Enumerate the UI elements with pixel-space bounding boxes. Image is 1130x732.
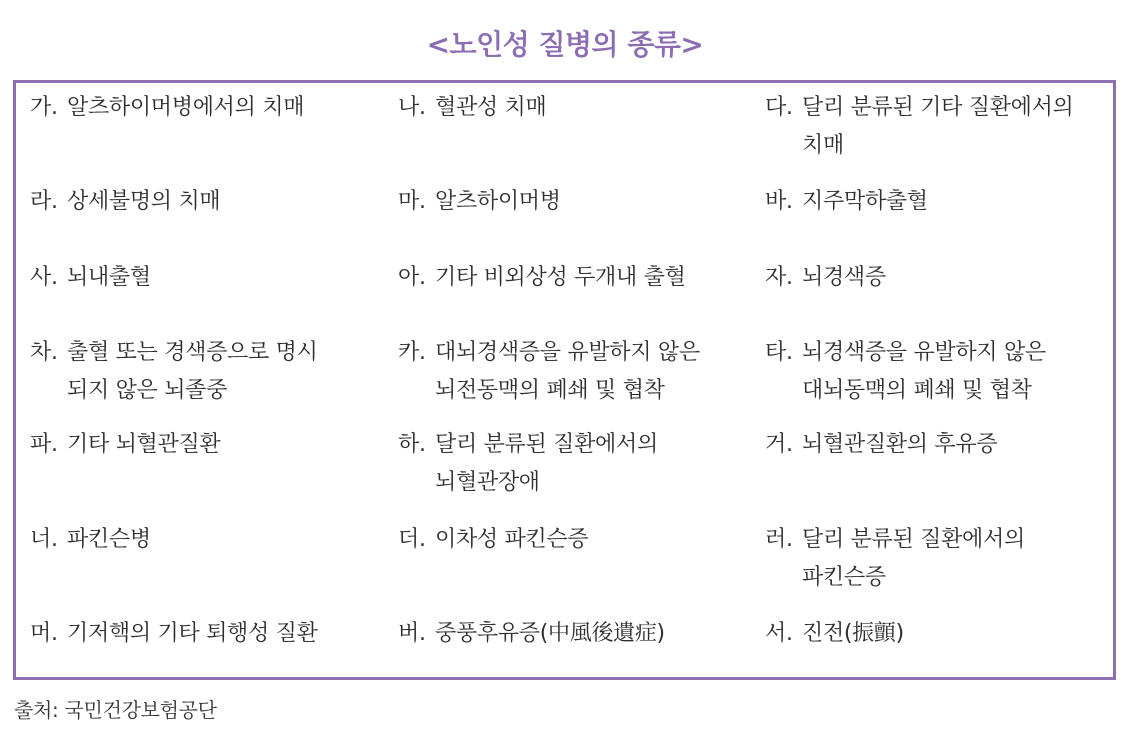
item-marker: 러. [765,527,793,552]
item-marker: 마. [398,189,426,214]
item-marker: 가. [30,95,58,120]
item-text [67,334,318,410]
item-text [802,183,928,221]
disease-table-box [13,80,1116,680]
item-line: 뇌경색증 [802,265,886,290]
item-line: 되지 않은 뇌졸중 [67,378,228,403]
list-item [30,334,398,426]
list-item [765,334,1113,426]
item-line: 뇌경색증을 유발하지 않은 [802,340,1046,365]
list-item [398,89,765,183]
item-line: 진전(振顫) [802,621,904,646]
item-marker: 하. [398,432,426,457]
item-text [67,183,220,221]
item-text [67,426,220,464]
item-text [435,183,561,221]
item-line: 알츠하이머병 [435,189,561,214]
item-line: 뇌혈관질환의 후유증 [802,432,998,457]
list-item [30,183,398,259]
item-line: 혈관성 치매 [435,95,547,120]
item-text [802,259,886,297]
item-text [435,259,686,297]
source-caption: 출처: 국민건강보험공단 [14,698,217,722]
item-text [67,259,151,297]
item-text [67,89,304,127]
item-marker: 카. [398,340,426,365]
item-marker: 서. [765,621,793,646]
item-marker: 버. [398,621,426,646]
list-item [398,426,765,521]
list-item [765,521,1113,615]
item-line: 이차성 파킨슨증 [435,527,589,552]
item-marker: 다. [765,95,793,120]
list-item [765,615,1113,675]
item-line: 치매 [802,133,844,158]
list-item [765,426,1113,521]
list-item [398,259,765,334]
item-line: 기저핵의 기타 퇴행성 질환 [67,621,318,646]
list-item [30,426,398,521]
item-text [435,615,665,653]
list-item [398,521,765,615]
list-item [398,615,765,675]
item-line: 달리 분류된 질환에서의 [802,527,1025,552]
list-item [398,183,765,259]
list-item [30,259,398,334]
item-marker: 나. [398,95,426,120]
list-item [30,521,398,615]
item-line: 뇌내출혈 [67,265,151,290]
item-line: 출혈 또는 경색증으로 명시 [67,340,318,365]
item-marker: 너. [30,527,58,552]
item-line: 달리 분류된 질환에서의 [435,432,658,457]
item-text [435,426,658,502]
item-marker: 아. [398,265,426,290]
item-line: 뇌전동맥의 폐쇄 및 협착 [435,378,665,403]
item-marker: 머. [30,621,58,646]
item-line: 지주막하출혈 [802,189,928,214]
item-marker: 바. [765,189,793,214]
page-title: <노인성 질병의 종류> [426,28,704,61]
item-text [802,521,1025,597]
item-line: 파킨슨증 [802,565,886,590]
item-text [802,89,1074,165]
list-item [30,615,398,675]
item-line: 알츠하이머병에서의 치매 [67,95,305,120]
item-marker: 거. [765,432,793,457]
item-text [802,426,997,464]
item-marker: 차. [30,340,58,365]
item-marker: 자. [765,265,793,290]
disease-list-grid [30,89,1113,675]
item-line: 대뇌경색증을 유발하지 않은 [435,340,700,365]
item-line: 대뇌동맥의 폐쇄 및 협착 [802,378,1032,403]
item-text [435,334,700,410]
list-item [765,259,1113,334]
item-text [435,521,588,559]
item-text [67,521,151,559]
list-item [30,89,398,183]
list-item [398,334,765,426]
item-line: 뇌혈관장애 [435,470,540,495]
item-text [802,334,1046,410]
item-line: 파킨슨병 [67,527,151,552]
item-line: 상세불명의 치매 [67,189,221,214]
list-item [765,183,1113,259]
item-line: 기타 뇌혈관질환 [67,432,221,457]
item-text [67,615,318,653]
item-marker: 파. [30,432,58,457]
item-text [435,89,546,127]
item-line: 중풍후유증(中風後遺症) [435,621,665,646]
item-text [802,615,904,653]
item-marker: 라. [30,189,58,214]
item-line: 달리 분류된 기타 질환에서의 [802,95,1074,120]
item-marker: 사. [30,265,58,290]
item-marker: 타. [765,340,793,365]
item-marker: 더. [398,527,426,552]
item-line: 기타 비외상성 두개내 출혈 [435,265,686,290]
list-item [765,89,1113,183]
